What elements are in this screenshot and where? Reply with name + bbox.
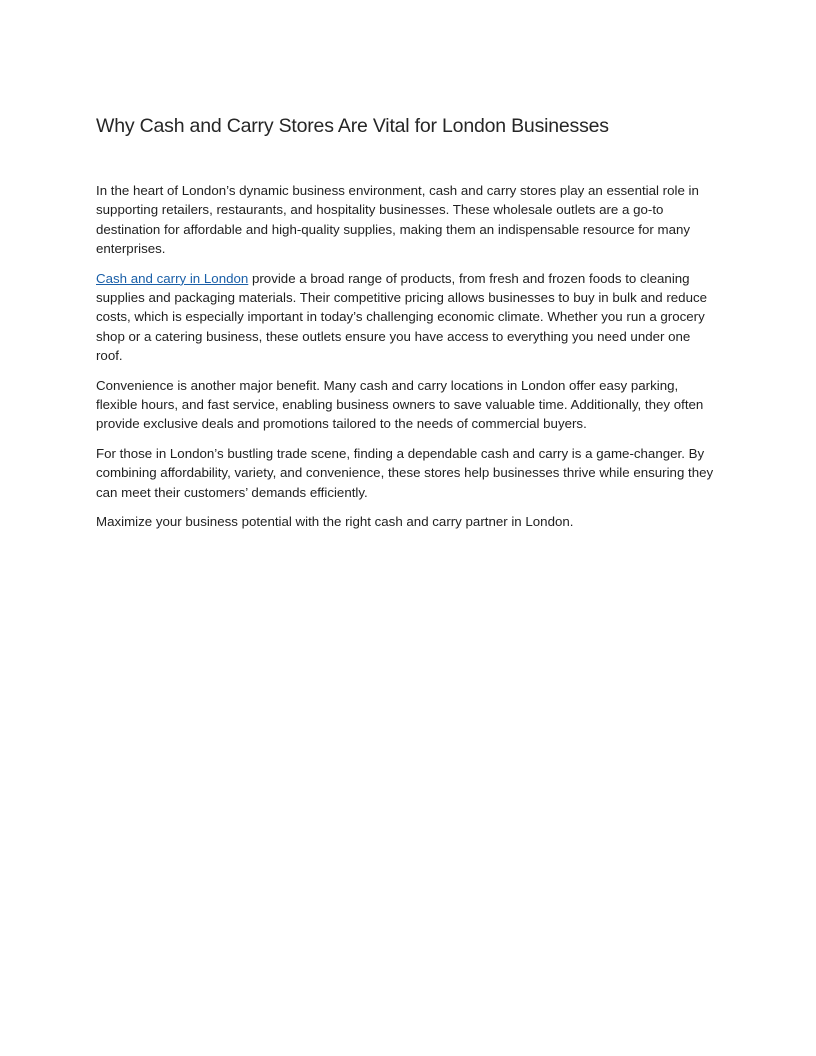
paragraph-trade-scene: For those in London’s bustling trade scene, finding a dependable cash and carry is a game-changer. By combining affordability, variety, and convenience, these stores help businesses thrive while ensuring they can meet their customers’ demands efficiently. (96, 446, 714, 500)
paragraph-intro: In the heart of London’s dynamic business environment, cash and carry stores play an essential role in supporting retailers, restaurants, and hospitality businesses. These wholesale outlets are a go-to destination for affordable and high-quality supplies, making them an indispensable resource for many enterprises. (96, 183, 699, 256)
paragraph-convenience: Convenience is another major benefit. Many cash and carry locations in London offer easy parking, flexible hours, and fast service, enabling business owners to save valuable time. Additionally, they often provide exclusive deals and promotions tailored to the needs of commercial buyers. (96, 377, 704, 432)
paragraph-products-text: provide a broad range of products, from fresh and frozen foods to cleaning supplies and packaging materials. Their competitive pricing allows businesses to buy in bulk and reduce costs, which is especially important in today’s challenging economic climate. Whether you run a grocery shop or a catering business, these outlets ensure you have access to everything you need under one roof. (96, 270, 708, 363)
paragraph-closing: Maximize your business potential with the right cash and carry partner in London. (96, 514, 574, 530)
paragraph-products (96, 269, 720, 365)
cash-and-carry-link[interactable]: Cash and carry in London (96, 270, 249, 286)
document-body (96, 181, 720, 532)
document-title: Why Cash and Carry Stores Are Vital for London Businesses (96, 115, 609, 137)
document-page (96, 110, 720, 542)
